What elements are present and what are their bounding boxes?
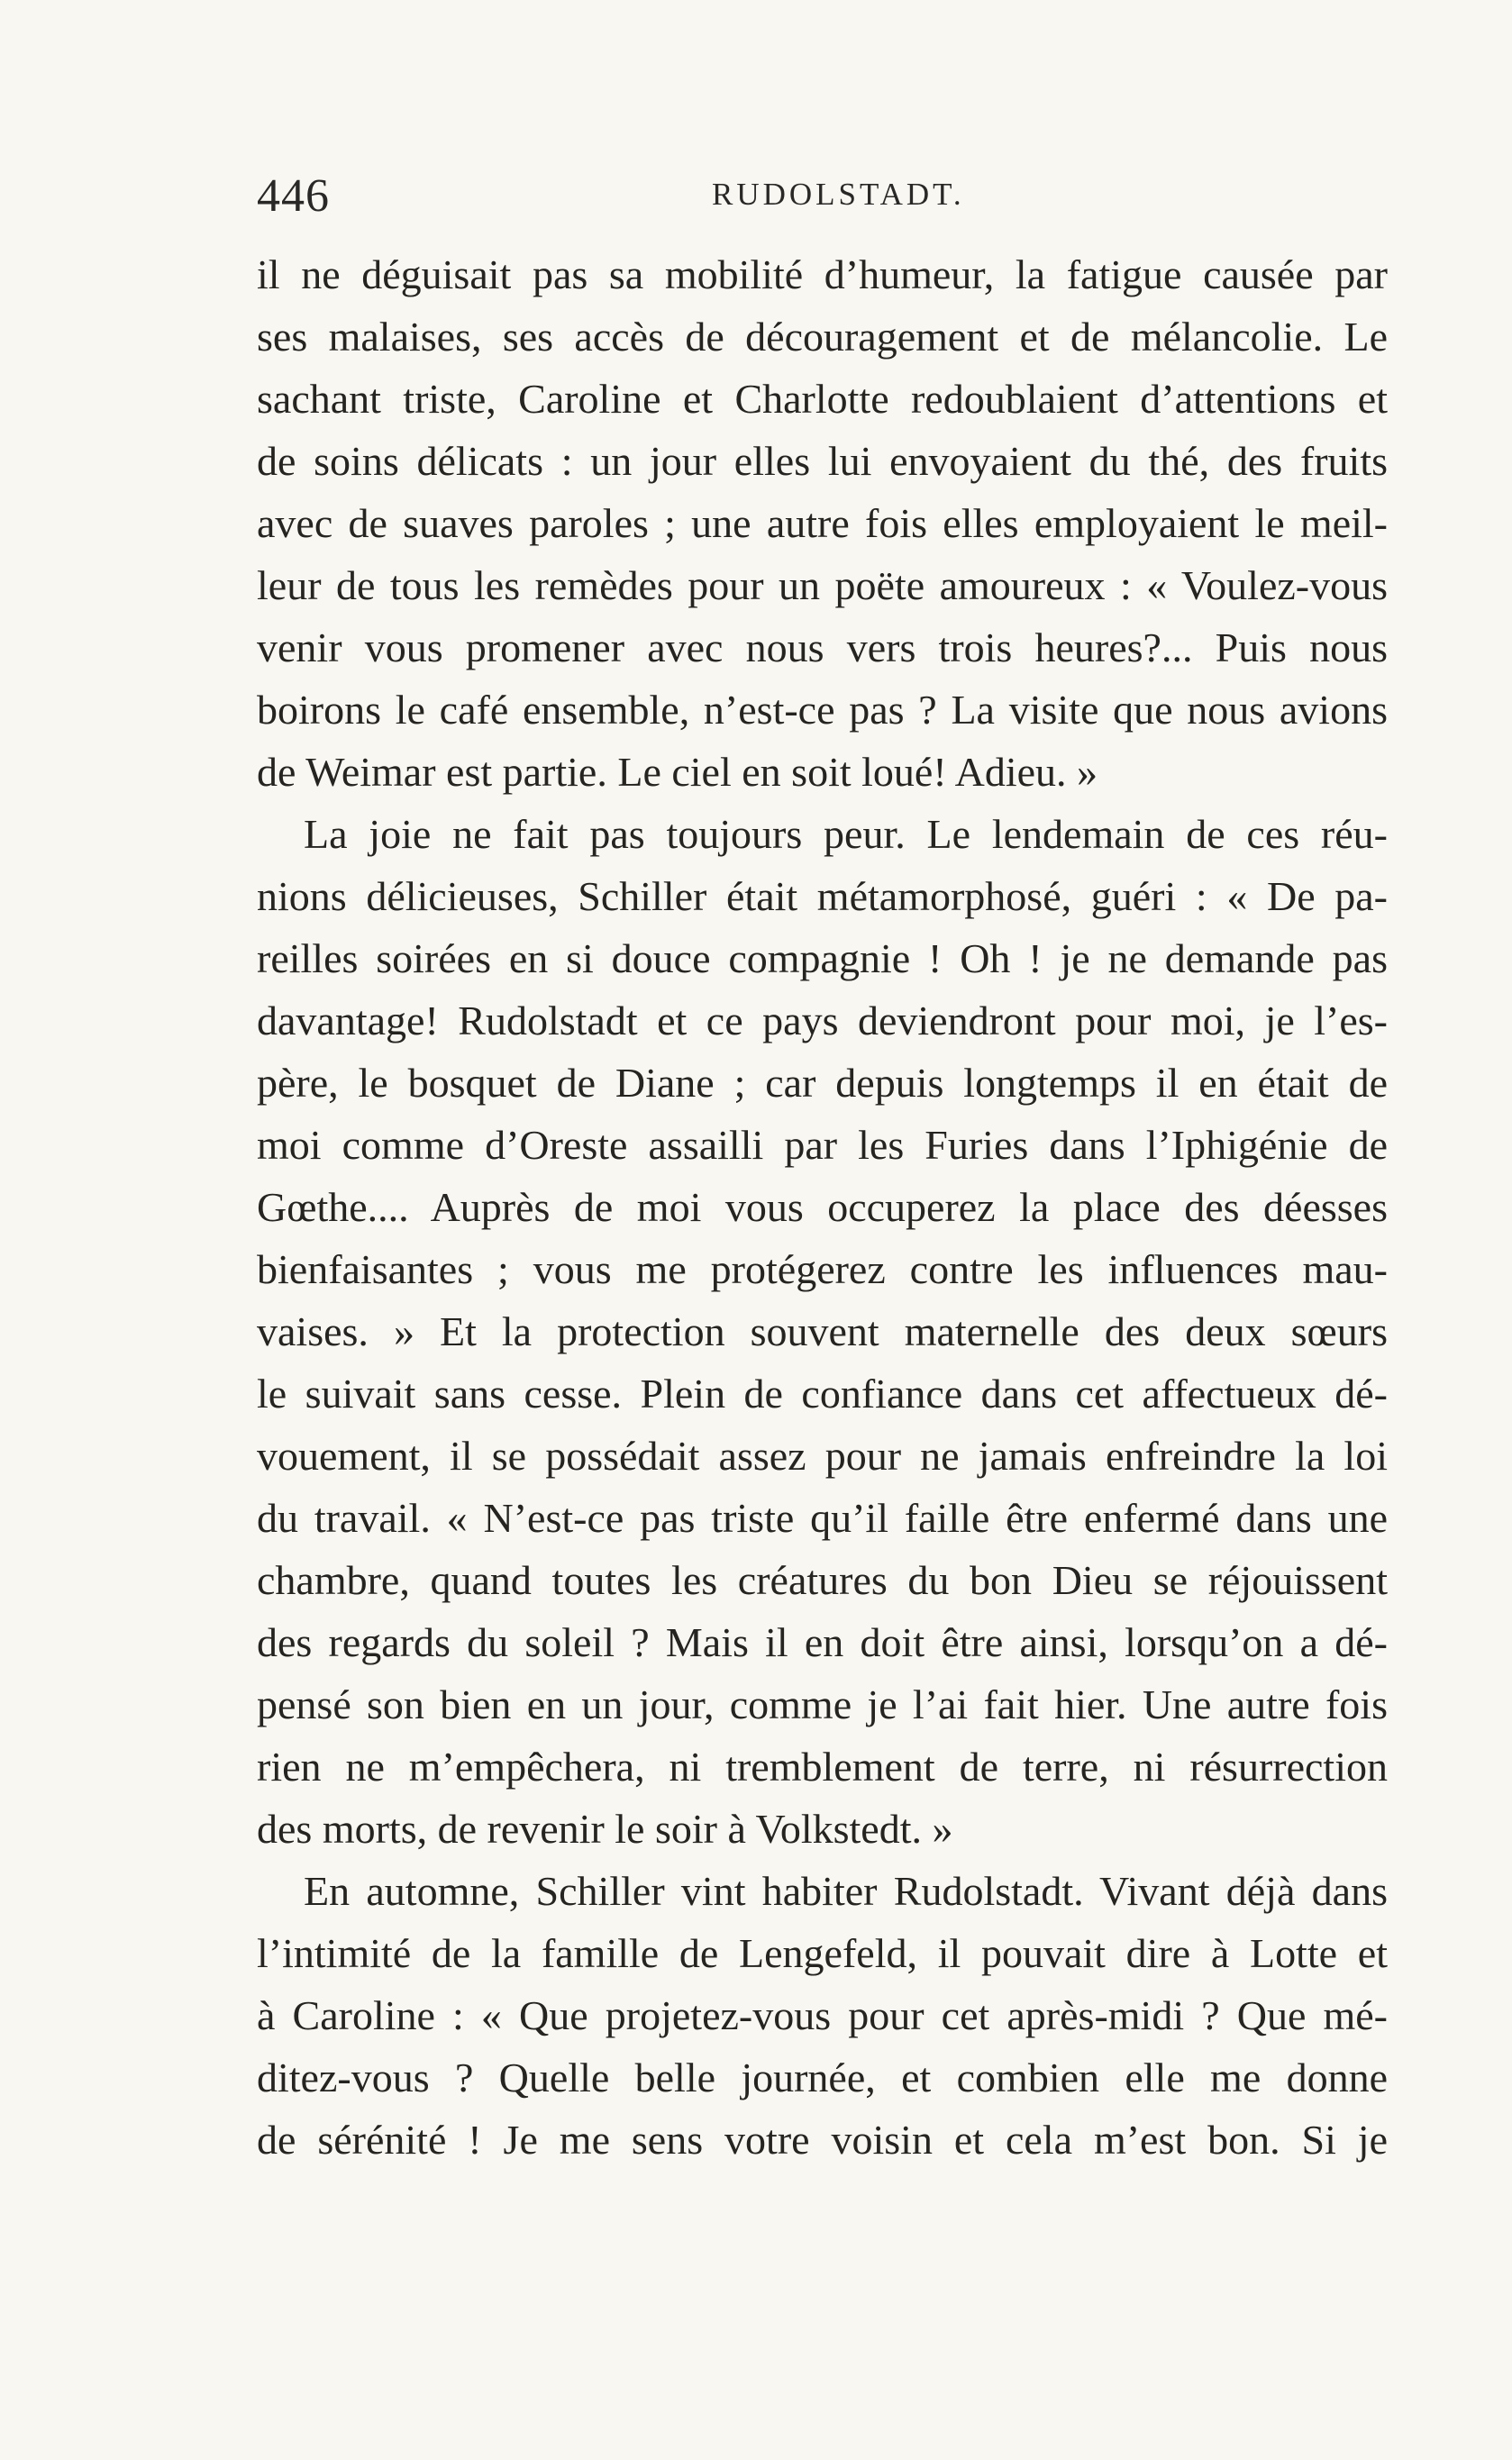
text-line: chambre, quand toutes les créatures du bon Dieu se réjouissent — [257, 1557, 1388, 1603]
text-line: du travail. « N’est-ce pas triste qu’il faille être enfermé dans une — [257, 1495, 1388, 1541]
text-line: vaises. » Et la protection souvent maternelle des deux sœurs — [257, 1308, 1388, 1354]
text-line: reilles soirées en si douce compagnie ! Oh ! je ne demande pas — [257, 935, 1388, 981]
page-number: 446 — [257, 170, 330, 222]
text-line: moi comme d’Oreste assailli par les Furies dans l’Iphigénie de — [257, 1122, 1388, 1168]
text-line: leur de tous les remèdes pour un poëte amoureux : « Voulez-vous — [257, 562, 1388, 608]
text-line: avec de suaves paroles ; une autre fois elles employaient le meil- — [257, 500, 1388, 546]
text-line: des regards du soleil ? Mais il en doit être ainsi, lorsqu’on a dé- — [257, 1619, 1388, 1665]
text-line: bienfaisantes ; vous me protégerez contre les influences mau- — [257, 1246, 1388, 1292]
text-line: rien ne m’empêchera, ni tremblement de terre, ni résurrection — [257, 1744, 1388, 1790]
text-line: de Weimar est partie. Le ciel en soit loué! Adieu. » — [257, 749, 1098, 795]
text-line: Gœthe.... Auprès de moi vous occuperez la place des déesses — [257, 1184, 1388, 1230]
text-line: le suivait sans cesse. Plein de confiance dans cet affectueux dé- — [257, 1371, 1388, 1417]
text-line: vouement, il se possédait assez pour ne jamais enfreindre la loi — [257, 1433, 1388, 1479]
page-header — [257, 169, 1388, 223]
text-line: nions délicieuses, Schiller était métamorphosé, guéri : « De pa- — [257, 873, 1388, 919]
text-line: davantage! Rudolstadt et ce pays deviendront pour moi, je l’es- — [257, 998, 1388, 1043]
text-line: père, le bosquet de Diane ; car depuis longtemps il en était de — [257, 1060, 1388, 1106]
text-line: de sérénité ! Je me sens votre voisin et cela m’est bon. Si je — [257, 2117, 1388, 2163]
body-text — [257, 243, 1388, 2171]
text-line: de soins délicats : un jour elles lui envoyaient du thé, des fruits — [257, 438, 1388, 484]
text-line: En automne, Schiller vint habiter Rudolstadt. Vivant déjà dans — [304, 1868, 1388, 1914]
text-line: ses malaises, ses accès de découragement et de mélancolie. Le — [257, 314, 1388, 360]
running-head: RUDOLSTADT. — [712, 177, 965, 212]
text-line: il ne déguisait pas sa mobilité d’humeur, la fatigue causée par — [257, 251, 1388, 297]
text-line: boirons le café ensemble, n’est-ce pas ? La visite que nous avions — [257, 687, 1388, 733]
text-line: La joie ne fait pas toujours peur. Le lendemain de ces réu- — [304, 811, 1388, 857]
text-line: sachant triste, Caroline et Charlotte redoublaient d’attentions et — [257, 376, 1388, 422]
text-line: des morts, de revenir le soir à Volkstedt. » — [257, 1806, 953, 1852]
text-line: l’intimité de la famille de Lengefeld, il pouvait dire à Lotte et — [257, 1930, 1388, 1976]
text-line: venir vous promener avec nous vers trois heures?... Puis nous — [257, 624, 1388, 670]
text-line: ditez-vous ? Quelle belle journée, et combien elle me donne — [257, 2055, 1388, 2100]
text-line: pensé son bien en un jour, comme je l’ai fait hier. Une autre fois — [257, 1681, 1388, 1727]
text-line: à Caroline : « Que projetez-vous pour cet après-midi ? Que mé- — [257, 1992, 1388, 2038]
